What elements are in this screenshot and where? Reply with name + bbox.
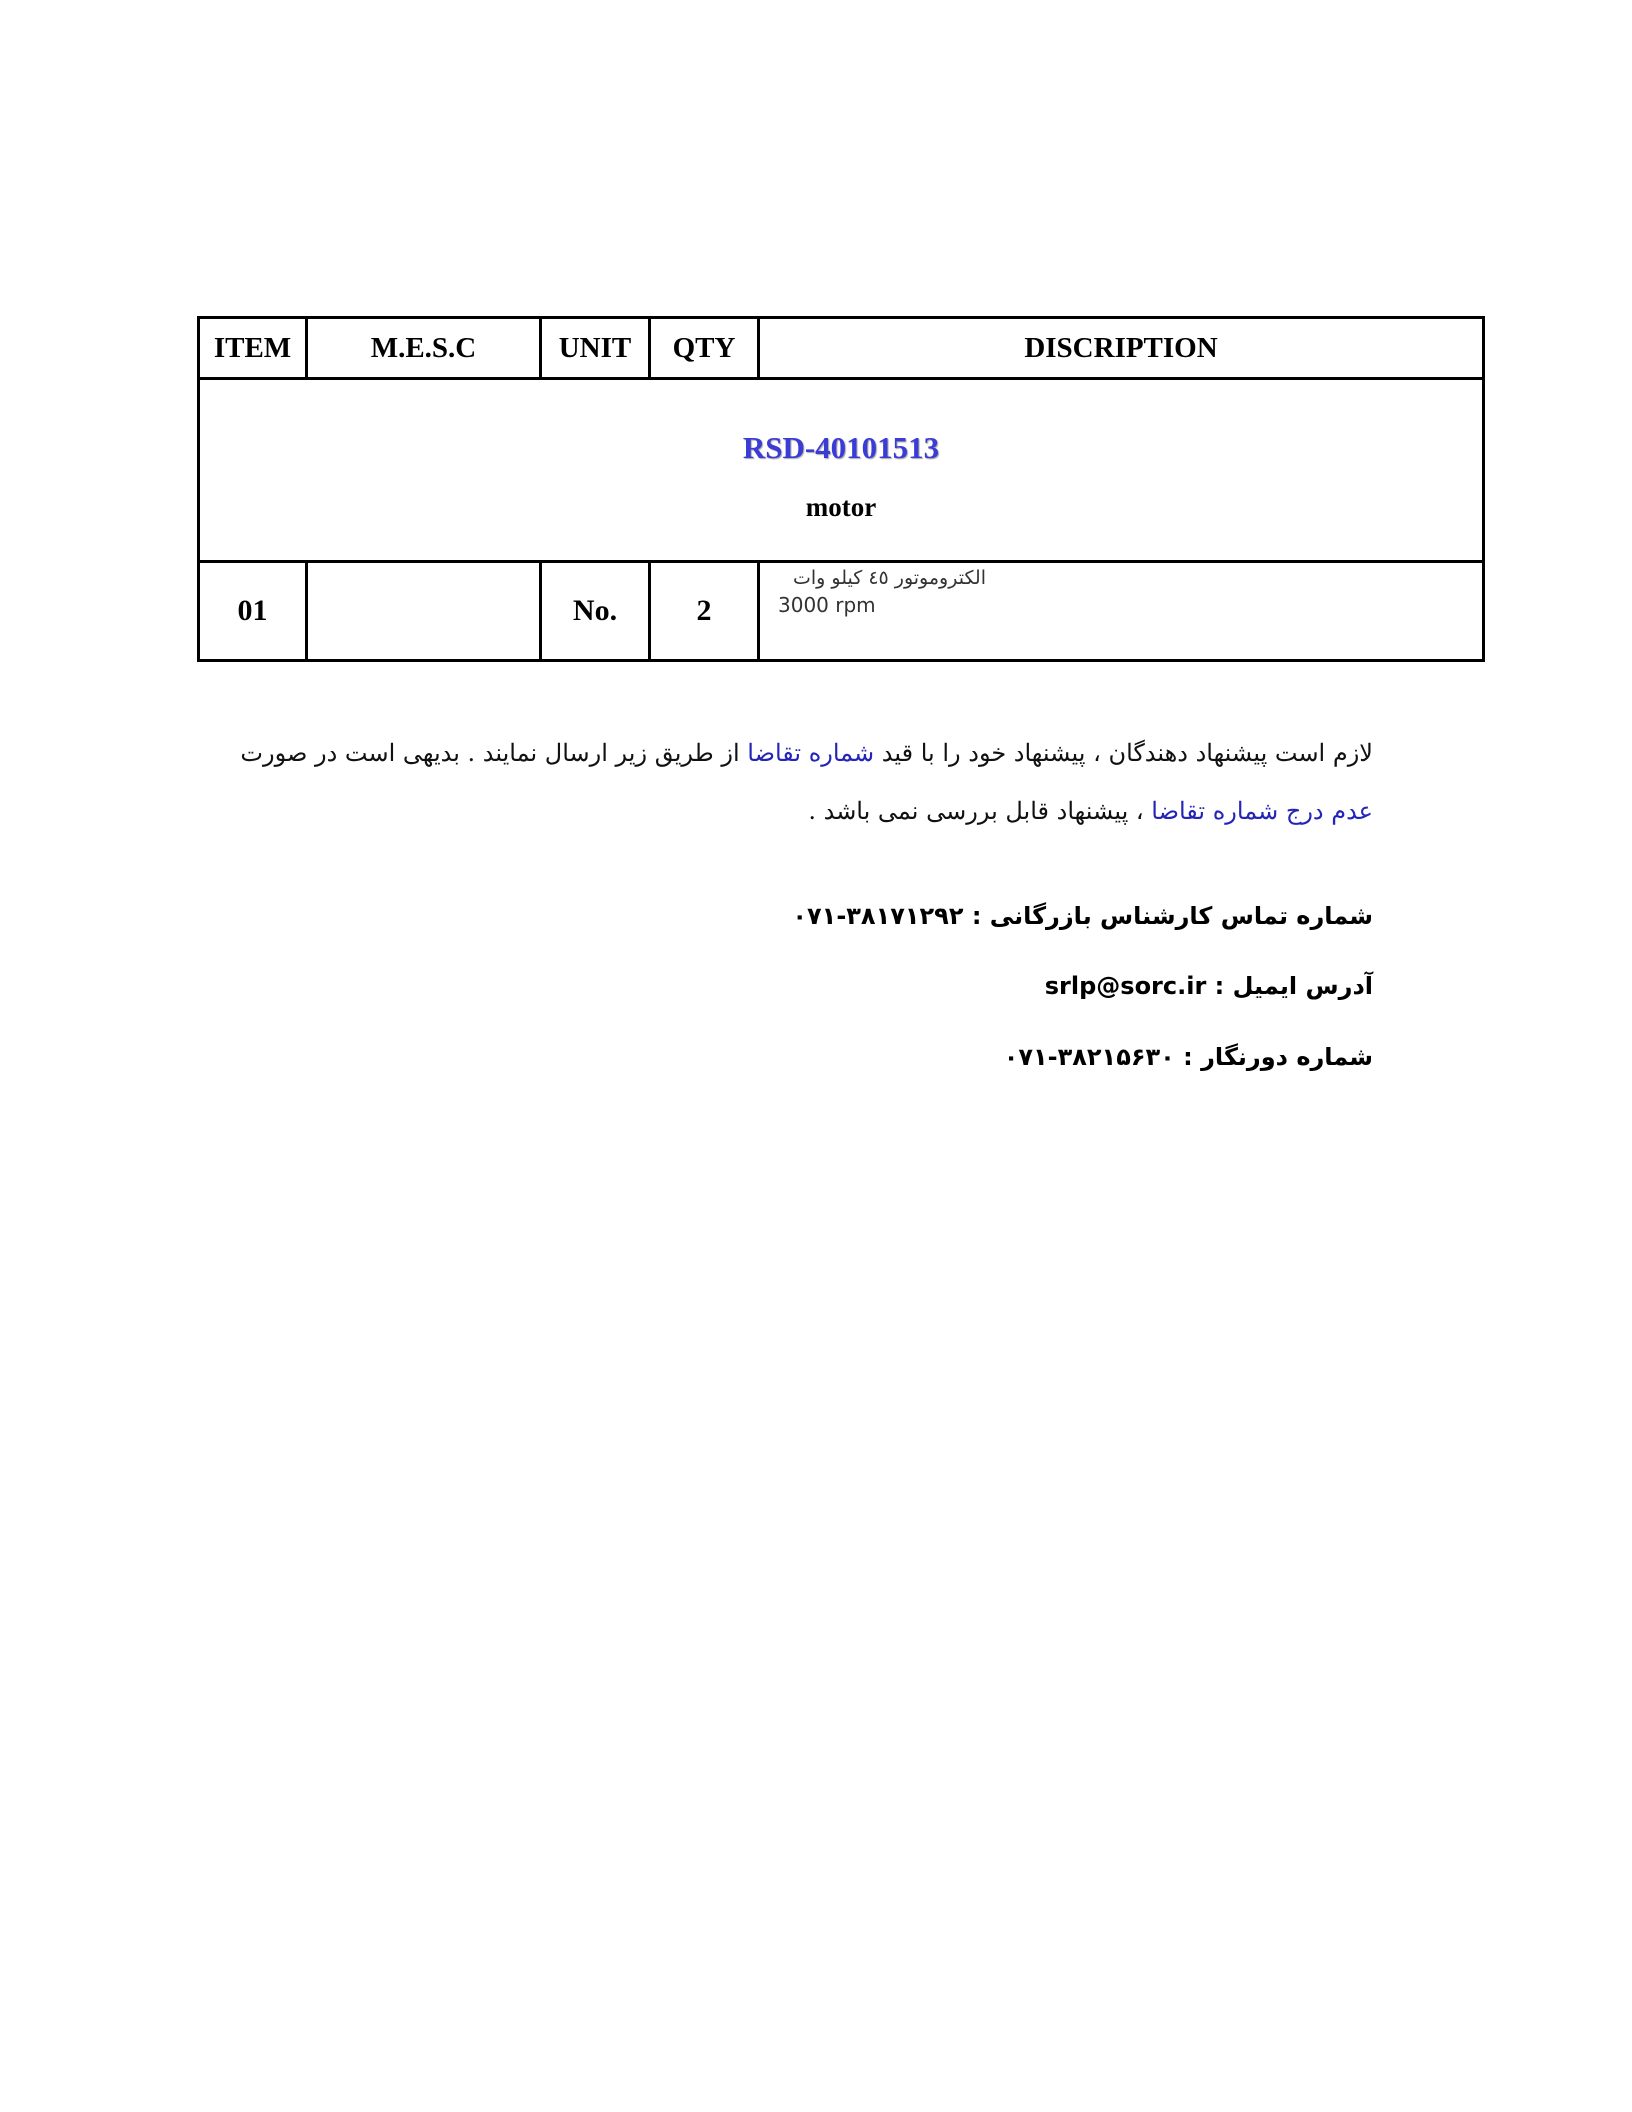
cell-item: 01 bbox=[199, 562, 307, 661]
group-cell bbox=[199, 379, 1484, 562]
request-code: RSD-40101513 bbox=[742, 429, 940, 465]
email-label: آدرس ایمیل : bbox=[1214, 972, 1373, 1000]
phone-value: ۰۷۱-۳۸۱۷۱۲۹۲ bbox=[792, 902, 964, 930]
notice-highlight-request-number: شماره تقاضا bbox=[747, 739, 875, 767]
header-mesc: M.E.S.C bbox=[307, 318, 541, 379]
fax-label: شماره دورنگار : bbox=[1183, 1043, 1373, 1071]
group-name: motor bbox=[805, 491, 877, 522]
description-line-2: 3000 rpm bbox=[778, 593, 876, 617]
cell-unit: No. bbox=[541, 562, 650, 661]
cell-description bbox=[759, 562, 1484, 661]
description-line-1: الکتروموتور ٤٥ کیلو وات bbox=[793, 567, 986, 589]
contact-email bbox=[1045, 972, 1373, 1000]
group-row bbox=[199, 379, 1484, 562]
header-unit: UNIT bbox=[541, 318, 650, 379]
email-value[interactable]: srlp@sorc.ir bbox=[1044, 972, 1207, 1000]
header-qty: QTY bbox=[650, 318, 759, 379]
header-item: ITEM bbox=[199, 318, 307, 379]
cell-qty: 2 bbox=[650, 562, 759, 661]
table-row bbox=[199, 562, 1484, 661]
phone-label: شماره تماس کارشناس بازرگانی : bbox=[971, 902, 1373, 930]
cell-mesc bbox=[307, 562, 541, 661]
notice-text-3: ، پیشنهاد قابل بررسی نمی باشد . bbox=[808, 797, 1152, 825]
notice-highlight-missing-request-number: عدم درج شماره تقاضا bbox=[1151, 797, 1373, 825]
notice-text-2: از طریق زیر ارسال نمایند . بدیهی است در صورت bbox=[240, 739, 748, 767]
notice-text-1: لازم است پیشنهاد دهندگان ، پیشنهاد خود را با قید bbox=[874, 739, 1373, 767]
contact-phone bbox=[792, 902, 1373, 930]
fax-value: ۰۷۱-۳۸۲۱۵۶۳۰ bbox=[1003, 1043, 1175, 1071]
items-table bbox=[197, 316, 1485, 662]
header-description: DISCRIPTION bbox=[759, 318, 1484, 379]
table-header-row bbox=[199, 318, 1484, 379]
contact-fax bbox=[1004, 1043, 1373, 1071]
notice-paragraph bbox=[193, 724, 1373, 840]
